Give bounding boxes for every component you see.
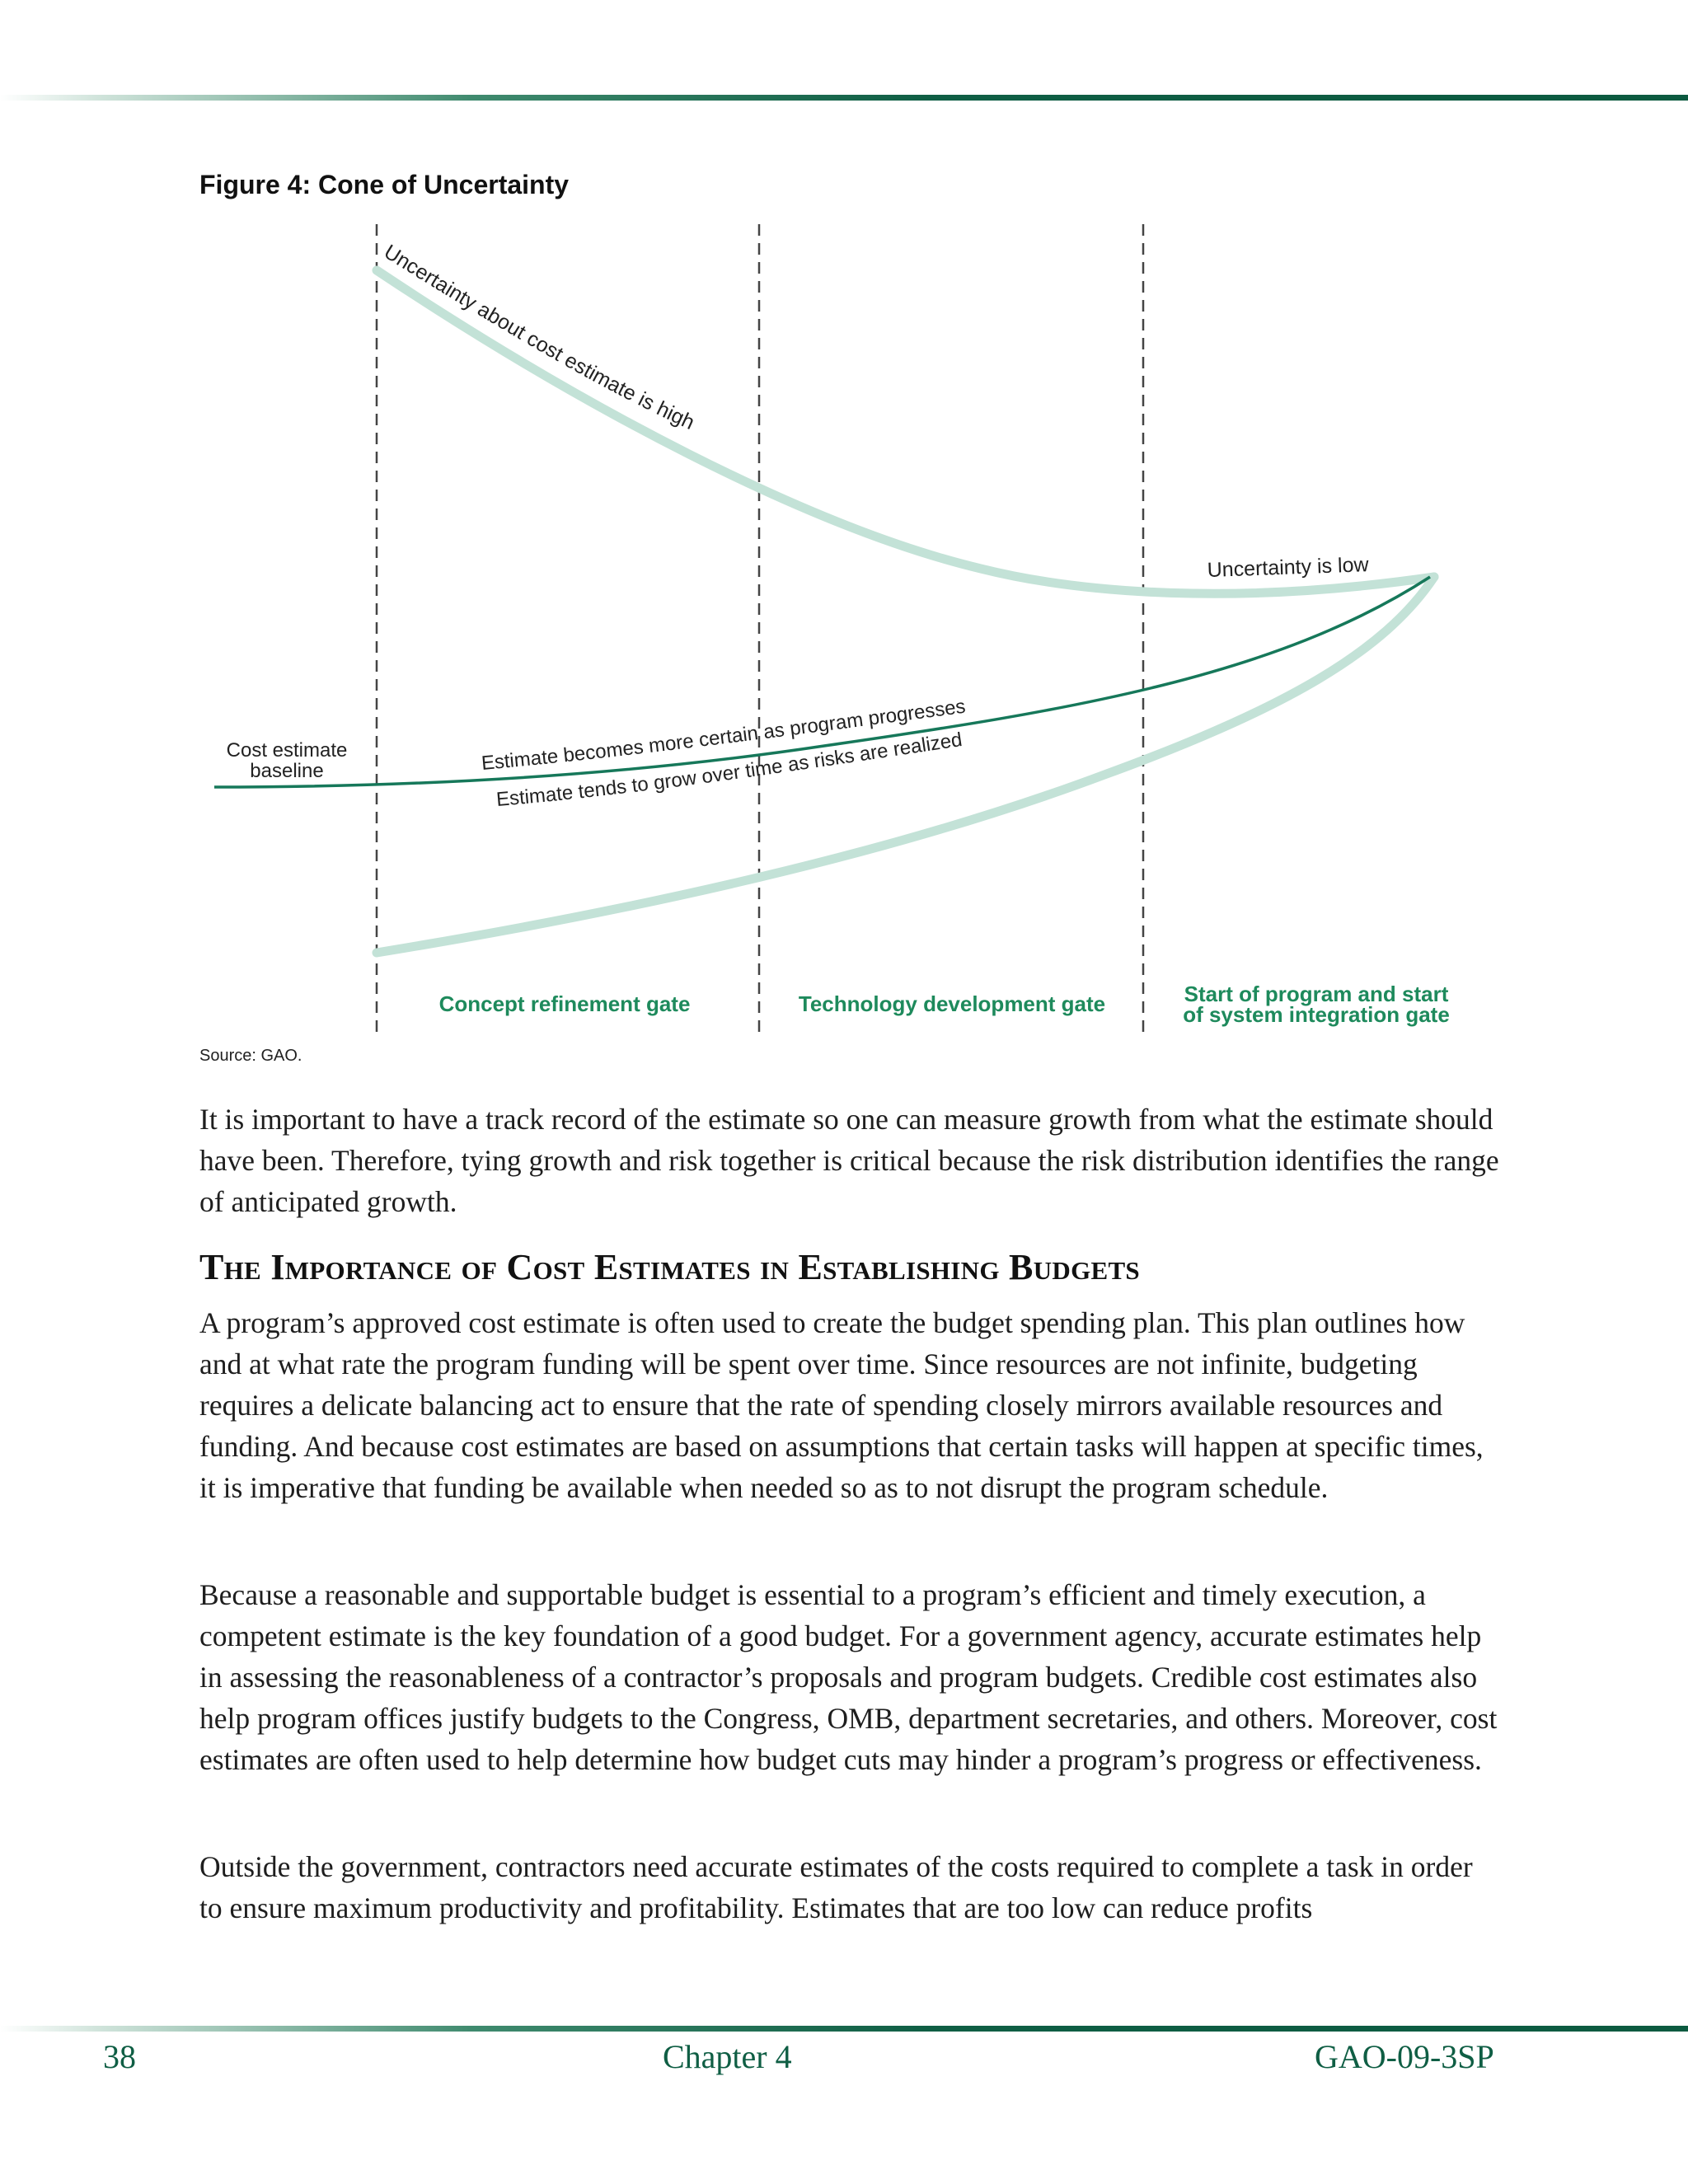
gate-label-concept-refinement: Concept refinement gate xyxy=(438,991,691,1016)
gate-label-start-of-program-line1: Start of program and start xyxy=(1184,982,1449,1006)
cone-of-uncertainty-figure xyxy=(0,206,1688,1047)
footer-report-number: GAO-09-3SP xyxy=(1315,2038,1494,2075)
baseline-label-line1: Cost estimate xyxy=(226,739,348,762)
baseline-label-line2: baseline xyxy=(250,760,324,782)
estimate-certain-label: Estimate becomes more certain as program progresses xyxy=(480,695,967,775)
cone-upper-curve xyxy=(377,270,1434,593)
figure-source: Source: GAO. xyxy=(199,1047,302,1065)
body-paragraph: Outside the government, contractors need accurate estimates of the costs required to complete a task in order to ensure maximum productivity and profitability. Estimates that are too low can reduce profits xyxy=(199,1850,1473,1924)
figure-title: Figure 4: Cone of Uncertainty xyxy=(199,170,570,199)
section-heading: The Importance of Cost Estimates in Establishing Budgets xyxy=(199,1247,1140,1287)
gate-label-start-of-program-line2: of system integration gate xyxy=(1183,1002,1450,1027)
footer-page-number: 38 xyxy=(103,2038,136,2075)
upper-curve-label: Uncertainty about cost estimate is high xyxy=(379,240,698,434)
top-rule xyxy=(0,95,1688,101)
estimate-grows-label: Estimate tends to grow over time as risks are realized xyxy=(495,728,964,811)
body-paragraph: Because a reasonable and supportable budget is essential to a program’s efficient and timely execution, a competent estimate is the key foundation of a good budget. For a government agency, accurate estimates help in assessing the reasonableness of a contractor’s proposals and program budgets. Credible cost estimates also help program offices justify budgets to the Congress, OMB, department secretaries, and others. Moreover, cost estimates are often used to help determine how budget cuts may hinder a program’s progress or effectiveness. xyxy=(199,1578,1498,1776)
footer-chapter: Chapter 4 xyxy=(663,2038,792,2075)
body-paragraph: A program’s approved cost estimate is often used to create the budget spending plan. This plan outlines how and at what rate the program funding will be spent over time. Since resources are not infinite, budgeting requires a delicate balancing act to ensure that the rate of spending closely mirrors available resources and funding. And because cost estimates are based on assumptions that certain tasks will happen at specific times, it is imperative that funding be available when needed so as to not disrupt the program schedule. xyxy=(199,1306,1484,1504)
bottom-rule xyxy=(0,2026,1688,2032)
body-paragraph: It is important to have a track record of the estimate so one can measure growth from what the estimate should have been. Therefore, tying growth and risk together is critical because the risk distribution identifies the range of anticipated growth. xyxy=(199,1103,1499,1218)
uncertainty-low-label: Uncertainty is low xyxy=(1207,553,1369,582)
gate-label-technology-development: Technology development gate xyxy=(798,991,1106,1016)
